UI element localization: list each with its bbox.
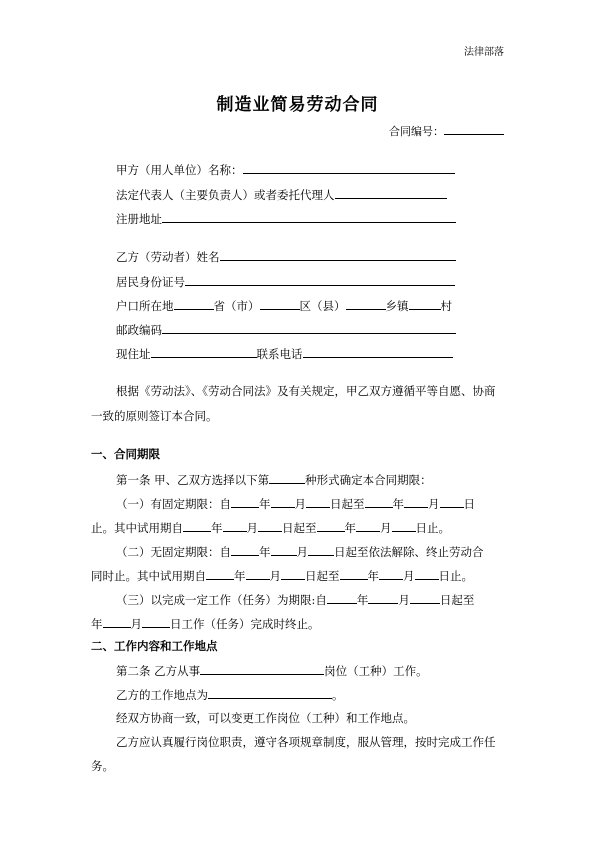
month-label: 月 — [294, 497, 306, 511]
section2-heading: 二、工作内容和工作地点 — [91, 639, 218, 653]
party-b-hukou-label: 户口所在地 — [116, 299, 174, 313]
province-label: 省（市） — [213, 299, 260, 313]
open-probation-label: 同时止。其中试用期自 — [91, 569, 206, 583]
month-label: 月 — [246, 521, 258, 535]
task-end-line — [91, 615, 320, 632]
party-a-rep-row — [116, 186, 447, 203]
oprob-start-day[interactable] — [281, 567, 305, 580]
oprob-end-day[interactable] — [415, 567, 439, 580]
day-end-label: 日止。 — [438, 569, 473, 583]
change-clause: 经双方协商一致，可以变更工作岗位（工种）和工作地点。 — [116, 711, 415, 725]
year-label: 年 — [259, 497, 271, 511]
oprob-end-year[interactable] — [340, 567, 368, 580]
party-b-address-blank[interactable] — [151, 345, 257, 358]
party-a-rep-blank[interactable] — [335, 186, 447, 199]
party-b-id-blank[interactable] — [185, 273, 455, 286]
year-label: 年 — [367, 569, 379, 583]
article2-text-b: 岗位（工种）工作。 — [324, 664, 428, 678]
day-end-label: 日止。 — [415, 521, 450, 535]
form-choice-blank[interactable] — [269, 471, 305, 484]
party-b-phone-label: 联系电话 — [256, 347, 303, 361]
month-label: 月 — [428, 497, 440, 511]
month-label: 月 — [380, 521, 392, 535]
year-label: 年 — [211, 521, 223, 535]
task-start-day[interactable] — [410, 591, 440, 604]
contract-number — [389, 122, 504, 139]
preamble-line1: 根据《劳动法》、《劳动合同法》及有关规定，甲乙双方遵循平等自愿、协商 — [116, 384, 496, 398]
town-blank[interactable] — [409, 297, 441, 310]
prob-end-day[interactable] — [392, 519, 416, 532]
task-term-line — [116, 591, 474, 608]
open-start-month[interactable] — [271, 543, 297, 556]
page-title: 制造业简易劳动合同 — [216, 95, 379, 115]
party-a-address-blank[interactable] — [162, 210, 456, 223]
header-org: 法律部落 — [464, 47, 504, 58]
task-start-year[interactable] — [327, 591, 357, 604]
fixed-end-month[interactable] — [404, 495, 428, 508]
month-label: 月 — [130, 617, 142, 631]
fixed-probation-line — [91, 519, 450, 536]
open-probation-line — [91, 567, 473, 584]
party-b-name-blank[interactable] — [220, 248, 456, 261]
party-b-postcode-label: 邮政编码 — [116, 323, 162, 337]
year-label: 年 — [344, 521, 356, 535]
party-b-hukou-row — [116, 297, 452, 314]
open-term-line — [116, 543, 484, 560]
day-from-label: 日起至 — [330, 497, 365, 511]
contract-number-blank[interactable] — [444, 122, 504, 135]
task-end-label: 日工作（任务）完成时终止。 — [170, 617, 320, 631]
duty-line1: 乙方应认真履行岗位职责，遵守各项规章制度，服从管理，按时完成工作任 — [116, 735, 496, 749]
day-from-label: 日起至 — [305, 569, 340, 583]
fixed-start-year[interactable] — [231, 495, 259, 508]
city-blank[interactable] — [260, 297, 300, 310]
fixed-end-day[interactable] — [440, 495, 464, 508]
prob-start-year[interactable] — [183, 519, 211, 532]
town-label: 乡镇 — [385, 299, 409, 313]
article1-text-b: 种形式确定本合同期限： — [305, 473, 432, 487]
day-from-label: 日起至 — [282, 521, 317, 535]
prob-start-day[interactable] — [258, 519, 282, 532]
party-b-name-row — [116, 248, 456, 265]
open-start-day[interactable] — [308, 543, 334, 556]
year-label: 年 — [234, 569, 246, 583]
party-b-address-label: 现住址 — [116, 347, 151, 361]
party-b-phone-blank[interactable] — [303, 345, 453, 358]
oprob-end-month[interactable] — [379, 567, 403, 580]
party-a-rep-label: 法定代表人（主要负责人）或者委托代理人 — [116, 188, 335, 202]
prob-start-month[interactable] — [223, 519, 247, 532]
month-label: 月 — [296, 545, 308, 559]
day-label: 日 — [463, 497, 475, 511]
fixed-term-label: （一）有固定期限：自 — [116, 497, 231, 511]
task-end-day[interactable] — [142, 615, 170, 628]
party-a-address-row — [116, 210, 456, 227]
work-location-line — [116, 686, 344, 703]
preamble-line2: 一致的原则签订本合同。 — [91, 409, 218, 423]
year-label: 年 — [91, 617, 103, 631]
prob-end-year[interactable] — [317, 519, 345, 532]
duty-line2: 务。 — [91, 759, 114, 773]
task-end-month[interactable] — [103, 615, 131, 628]
article1-text-a: 第一条 甲、乙双方选择以下第 — [116, 473, 270, 487]
party-b-id-label: 居民身份证号 — [116, 275, 185, 289]
article2 — [116, 662, 428, 679]
work-location-label: 乙方的工作地点为 — [116, 688, 208, 702]
article2-text-a: 第二条 乙方从事 — [116, 664, 201, 678]
prob-end-month[interactable] — [356, 519, 380, 532]
task-term-label: （三）以完成一定工作（任务）为期限:自 — [116, 593, 327, 607]
party-a-address-label: 注册地址 — [116, 212, 162, 226]
year-label: 年 — [356, 593, 369, 607]
month-label: 月 — [403, 569, 415, 583]
oprob-start-year[interactable] — [206, 567, 234, 580]
job-position-blank[interactable] — [200, 662, 324, 675]
task-start-month[interactable] — [368, 591, 398, 604]
party-a-name-row — [116, 161, 455, 178]
year-label: 年 — [259, 545, 271, 559]
open-term-label: （二）无固定期限：自 — [116, 545, 231, 559]
party-b-postcode-blank[interactable] — [162, 321, 456, 334]
fixed-term-line — [116, 495, 475, 512]
fixed-end-year[interactable] — [365, 495, 393, 508]
party-a-name-label: 甲方（用人单位）名称： — [116, 163, 243, 177]
district-blank[interactable] — [346, 297, 386, 310]
fixed-start-day[interactable] — [306, 495, 330, 508]
work-location-blank[interactable] — [208, 686, 332, 699]
district-label: 区（县） — [299, 299, 346, 313]
party-b-name-label: 乙方（劳动者）姓名 — [116, 250, 220, 264]
year-label: 年 — [392, 497, 404, 511]
village-label: 村 — [440, 299, 452, 313]
fixed-start-month[interactable] — [271, 495, 295, 508]
open-start-year[interactable] — [231, 543, 259, 556]
task-day-from-label: 日起至 — [439, 593, 475, 607]
party-a-name-blank[interactable] — [243, 161, 455, 174]
party-b-postcode-row — [116, 321, 456, 338]
article1 — [116, 471, 432, 488]
open-term-suffix: 日起至依法解除、终止劳动合 — [334, 545, 484, 559]
contract-number-label: 合同编号： — [389, 125, 444, 138]
party-b-id-row — [116, 273, 455, 290]
month-label: 月 — [269, 569, 281, 583]
oprob-start-month[interactable] — [246, 567, 270, 580]
month-label: 月 — [398, 593, 410, 607]
party-b-address-row — [116, 345, 453, 362]
section1-heading: 一、合同期限 — [91, 447, 160, 461]
probation-label: 止。其中试用期自 — [91, 521, 183, 535]
province-blank[interactable] — [174, 297, 214, 310]
work-location-end: 。 — [332, 688, 344, 702]
